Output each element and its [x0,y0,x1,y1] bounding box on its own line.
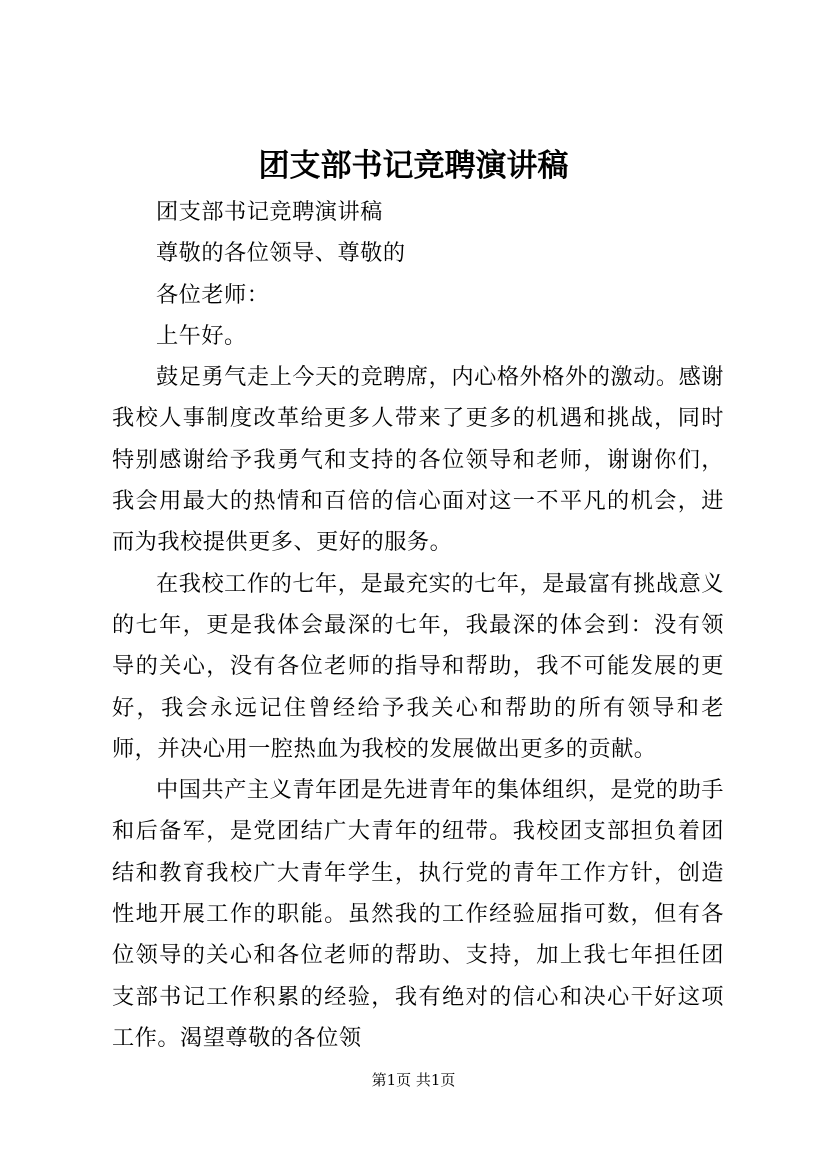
page-footer: 第1页 共1页 [371,1071,456,1089]
body-paragraph: 尊敬的各位领导、尊敬的 [156,240,406,267]
body-paragraph: 鼓足勇气走上今天的竞聘席，内心格外格外的激动。感谢我校人事制度改革给更多人带来了更多的机遇和挑战，同时特别感谢给予我勇气和支持的各位领导和老师，谢谢你们，我会用最大的热情和百倍的信心面对这一不平凡的机会，进而为我校提供更多、更好的服务。 [112,364,724,556]
body-paragraph: 中国共产主义青年团是先进青年的集体组织，是党的助手和后备军，是党团结广大青年的纽带。我校团支部担负着团结和教育我校广大青年学生，执行党的青年工作方针，创造性地开展工作的职能。虽然我的工作经验屈指可数，但有各位领导的关心和各位老师的帮助、支持，加上我七年担任团支部书记工作积累的经验，我有绝对的信心和决心干好这项工作。渴望尊敬的各位领 [112,777,724,1051]
body-paragraph: 团支部书记竞聘演讲稿 [156,199,383,225]
body-paragraph: 在我校工作的七年，是最充实的七年，是最富有挑战意义的七年，更是我体会最深的七年，我最深的体会到：没有领导的关心，没有各位老师的指导和帮助，我不可能发展的更好，我会永远记住曾经给予我关心和帮助的所有领导和老师，并决心用一腔热血为我校的发展做出更多的贡献。 [112,570,724,762]
document-body [112,192,724,1059]
document-title: 团支部书记竞聘演讲稿 [258,148,569,184]
body-paragraph: 各位老师： [156,281,270,308]
body-paragraph: 上午好。 [156,322,247,349]
